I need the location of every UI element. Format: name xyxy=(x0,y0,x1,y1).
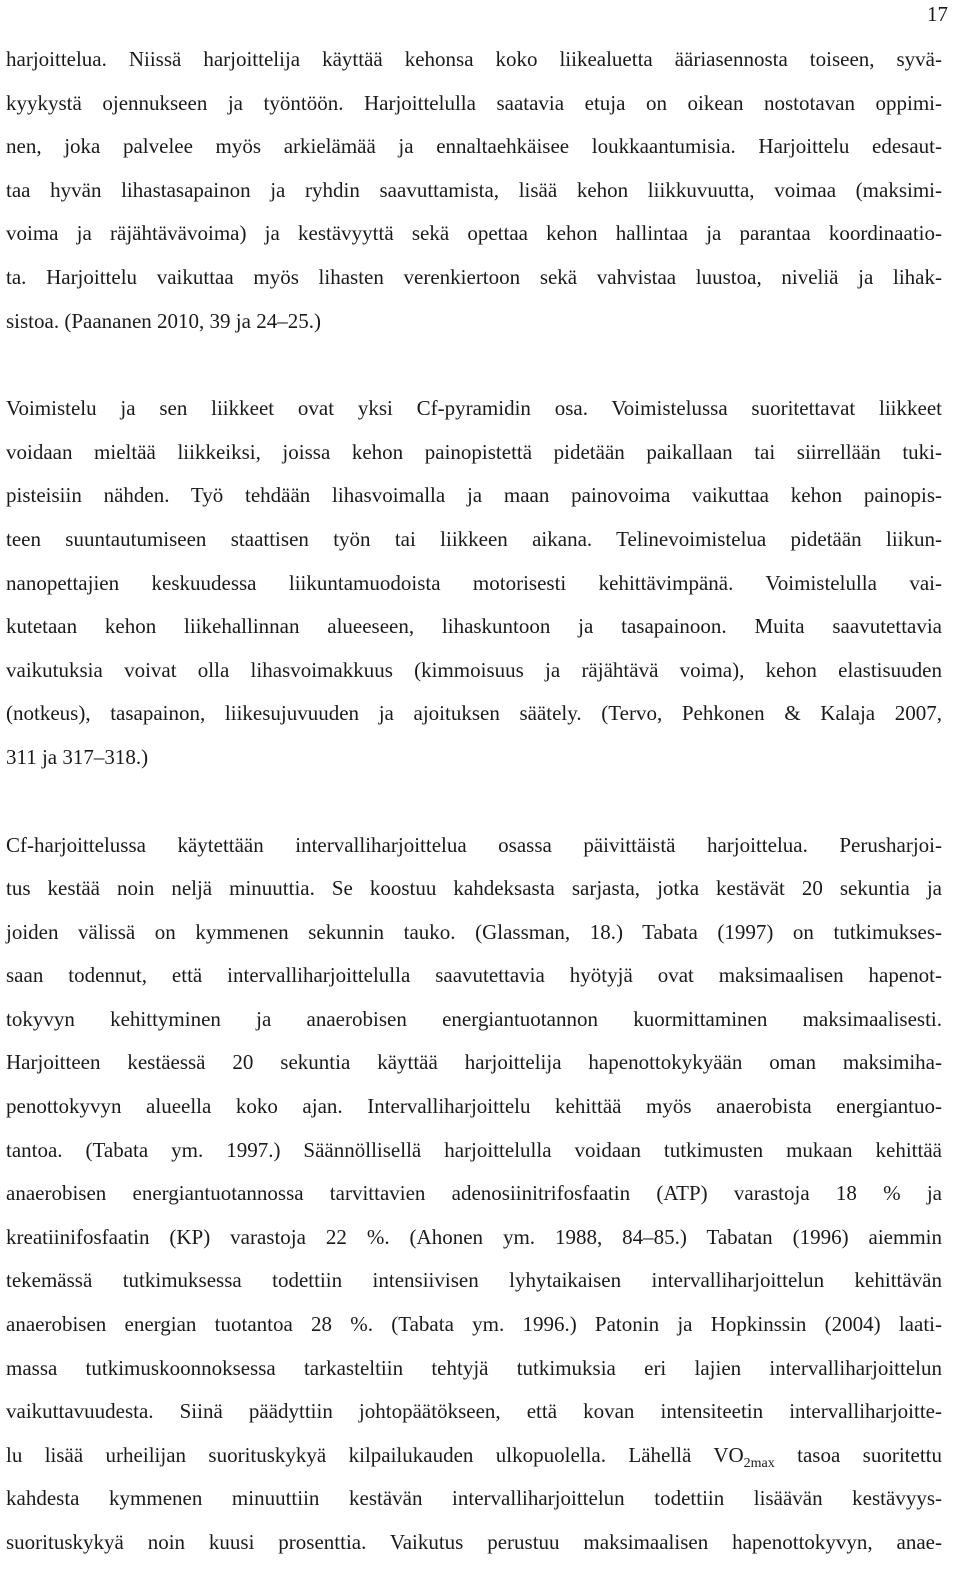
paragraph-2 xyxy=(6,387,942,779)
text-line: nen, joka palvelee myös arkielämää ja ennaltaehkäisee loukkaantumisia. Harjoittelu edesaut- xyxy=(6,134,942,159)
text-line: penottokyvyn alueella koko ajan. Intervalliharjoittelu kehittää myös anaerobista energiantuo- xyxy=(6,1094,942,1119)
text-line: kutetaan kehon liikehallinnan alueeseen, lihaskuntoon ja tasapainoon. Muita saavutettavia xyxy=(6,614,942,639)
text-line: voima ja räjähtävävoima) ja kestävyyttä sekä opettaa kehon hallintaa ja parantaa koordinaatio- xyxy=(6,221,942,246)
text-line: suorituskykyä noin kuusi prosenttia. Vaikutus perustuu maksimaalisen hapenottokyvyn, anae- xyxy=(6,1530,942,1554)
text-line: 311 ja 317–318.) xyxy=(6,744,149,769)
text-line: massa tutkimuskoonnoksessa tarkasteltiin tehtyjä tutkimuksia eri lajien intervalliharjoittelun xyxy=(6,1355,942,1380)
vo2-text-after: tasoa suoritettu xyxy=(774,1442,942,1467)
text-line: taa hyvän lihastasapainon ja ryhdin saavuttamista, lisää kehon liikkuvuutta, voimaa (maksimi- xyxy=(6,177,942,202)
page-number: 17 xyxy=(927,2,948,26)
text-line: anaerobisen energian tuotantoa 28 %. (Tabata ym. 1996.) Patonin ja Hopkinssin (2004) laati- xyxy=(6,1312,942,1337)
text-line-vo2max xyxy=(6,1434,942,1478)
text-line: (notkeus), tasapainon, liikesujuvuuden ja ajoituksen säätely. (Tervo, Pehkonen & Kalaja 2007, xyxy=(6,701,942,726)
vo2-subscript: 2max xyxy=(743,1456,775,1471)
text-line: teen suuntautumiseen staattisen työn tai liikkeen aikana. Telinevoimistelua pidetään liikun- xyxy=(6,526,942,551)
text-line: sistoa. (Paananen 2010, 39 ja 24–25.) xyxy=(6,308,321,333)
text-line: nanopettajien keskuudessa liikuntamuodoista motorisesti kehittävimpänä. Voimistelulla vai- xyxy=(6,570,942,595)
paragraph-gap xyxy=(6,780,942,824)
document-body xyxy=(6,38,942,1565)
text-line: anaerobisen energiantuotannossa tarvittavien adenosiinitrifosfaatin (ATP) varastoja 18 % ja xyxy=(6,1181,942,1206)
text-line: Cf-harjoittelussa käytettään intervalliharjoittelua osassa päivittäistä harjoittelua. Perusharjoi- xyxy=(6,832,942,857)
text-line: ta. Harjoittelu vaikuttaa myös lihasten verenkiertoon sekä vahvistaa luustoa, niveliä ja lihak- xyxy=(6,264,942,289)
text-line: kyykystä ojennukseen ja työntöön. Harjoittelulla saatavia etuja on oikean nostotavan oppimi- xyxy=(6,90,942,115)
text-line: pisteisiin nähden. Työ tehdään lihasvoimalla ja maan painovoima vaikuttaa kehon painopis- xyxy=(6,483,942,508)
text-line: kreatiinifosfaatin (KP) varastoja 22 %. (Ahonen ym. 1988, 84–85.) Tabatan (1996) aiemmin xyxy=(6,1224,942,1249)
paragraph-1 xyxy=(6,38,942,343)
text-line: harjoittelua. Niissä harjoittelija käyttää kehonsa koko liikealuetta ääriasennosta toiseen, syvä- xyxy=(6,47,942,71)
text-line: vaikutuksia voivat olla lihasvoimakkuus (kimmoisuus ja räjähtävä voima), kehon elastisuuden xyxy=(6,657,942,682)
text-line: saan todennut, että intervalliharjoittelulla saavutettavia hyötyjä ovat maksimaalisen hapenot- xyxy=(6,963,942,988)
text-line: Voimistelu ja sen liikkeet ovat yksi Cf-pyramidin osa. Voimistelussa suoritettavat liikkeet xyxy=(6,396,942,421)
text-line: tekemässä tutkimuksessa todettiin intensiivisen lyhytaikaisen intervalliharjoittelun kehittävän xyxy=(6,1268,942,1293)
text-line: tantoa. (Tabata ym. 1997.) Säännöllisellä harjoittelulla voidaan tutkimusten mukaan kehittää xyxy=(6,1137,942,1162)
text-line: joiden välissä on kymmenen sekunnin tauko. (Glassman, 18.) Tabata (1997) on tutkimukses- xyxy=(6,919,942,944)
paragraph-3 xyxy=(6,824,942,1565)
text-line: vaikuttavuudesta. Siinä päädyttiin johtopäätökseen, että kovan intensiteetin intervalliharjoitte- xyxy=(6,1399,942,1424)
vo2-text-before: lu lisää urheilijan suorituskykyä kilpailukauden ulkopuolella. Lähellä VO xyxy=(6,1442,744,1467)
text-line: Harjoitteen kestäessä 20 sekuntia käyttää harjoittelija hapenottokykyään oman maksimiha- xyxy=(6,1050,942,1075)
text-line: tokyvyn kehittyminen ja anaerobisen energiantuotannon kuormittaminen maksimaalisesti. xyxy=(6,1006,942,1031)
text-line: voidaan mieltää liikkeiksi, joissa kehon painopistettä pidetään paikallaan tai siirrellään tuki- xyxy=(6,439,942,464)
text-line: tus kestää noin neljä minuuttia. Se koostuu kahdeksasta sarjasta, jotka kestävät 20 sekuntia ja xyxy=(6,876,942,901)
paragraph-gap xyxy=(6,343,942,387)
text-line: kahdesta kymmenen minuuttiin kestävän intervalliharjoittelun todettiin lisäävän kestävyys- xyxy=(6,1486,942,1511)
